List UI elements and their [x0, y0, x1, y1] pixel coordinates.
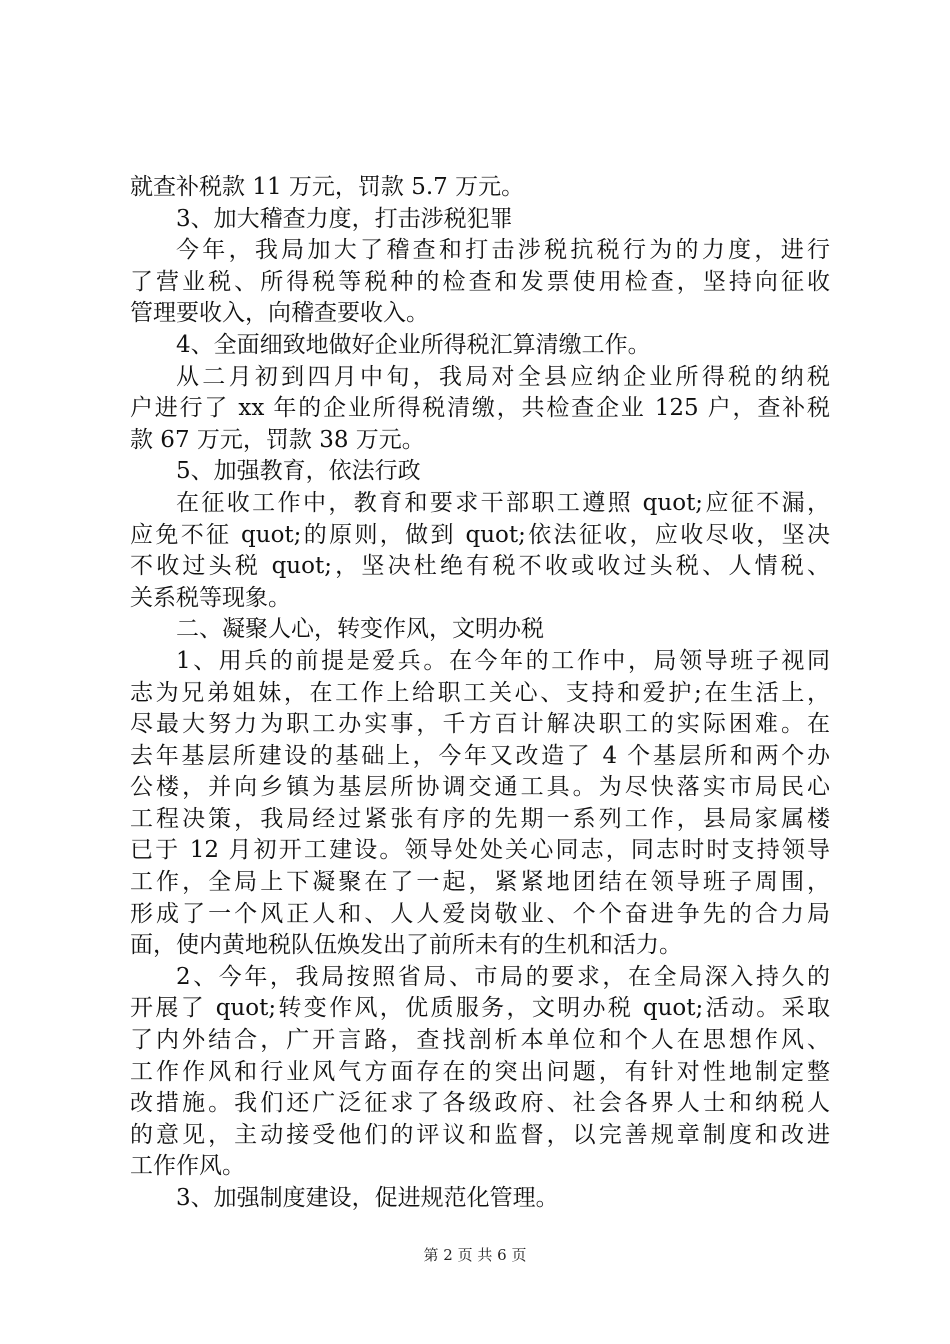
paragraph-first-line: 1、用兵的前提是爱兵。在今年的工作中，局领导班子视同 [176, 647, 830, 674]
paragraph-line: 工作，全局上下凝聚在了一起，紧紧地团结在领导班子周围， [130, 869, 830, 896]
paragraph-first-line: 在征收工作中，教育和要求干部职工遵照 quot;应征不漏， [176, 489, 830, 516]
paragraph-last-line: 就查补税款 11 万元，罚款 5.7 万元。 [130, 174, 525, 200]
document-body [130, 172, 830, 1215]
paragraph-first-line: 2、今年，我局按照省局、市局的要求，在全局深入持久的 [176, 963, 830, 990]
page-footer: 第 2 页 共 6 页 [423, 1246, 527, 1264]
section-heading: 二、凝聚人心，转变作风，文明办税 [176, 616, 544, 643]
paragraph-line: 形成了一个风正人和、人人爱岗敬业、个个奋进争先的合力局 [130, 900, 830, 927]
paragraph-line: 工作作风和行业风气方面存在的突出问题，有针对性地制定整 [130, 1058, 830, 1085]
paragraph-line: 户进行了 xx 年的企业所得税清缴，共检查企业 125 户，查补税 [130, 395, 830, 422]
paragraph-first-line: 今年，我局加大了稽查和打击涉税抗税行为的力度，进行 [176, 237, 830, 264]
paragraph-line: 改措施。我们还广泛征求了各级政府、社会各界人士和纳税人 [130, 1090, 830, 1117]
paragraph-line: 已于 12 月初开工建设。领导处处关心同志，同志时时支持领导 [130, 837, 830, 864]
paragraph-line: 的意见，主动接受他们的评议和监督，以完善规章制度和改进 [130, 1121, 830, 1148]
paragraph-last-line: 关系税等现象。 [130, 584, 291, 611]
paragraph-line: 工程决策，我局经过紧张有序的先期一系列工作，县局家属楼 [130, 805, 830, 832]
paragraph-line: 了内外结合，广开言路，查找剖析本单位和个人在思想作风、 [130, 1027, 830, 1054]
paragraph-last-line: 工作作风。 [130, 1153, 245, 1180]
paragraph-line: 尽最大努力为职工办实事，千方百计解决职工的实际困难。在 [130, 711, 830, 738]
paragraph-last-line: 面，使内黄地税队伍焕发出了前所未有的生机和活力。 [130, 932, 682, 959]
paragraph-line: 开展了 quot;转变作风，优质服务，文明办税 quot;活动。采取 [130, 995, 830, 1022]
paragraph-last-line: 管理要收入，向稽查要收入。 [130, 300, 429, 327]
paragraph-line: 志为兄弟姐妹，在工作上给职工关心、支持和爱护;在生活上， [130, 679, 830, 706]
section-heading: 4、全面细致地做好企业所得税汇算清缴工作。 [176, 331, 651, 358]
paragraph-last-line: 款 67 万元，罚款 38 万元。 [130, 426, 425, 453]
paragraph-line: 了营业税、所得税等税种的检查和发票使用检查，坚持向征收 [130, 268, 830, 295]
paragraph-line: 应免不征 quot;的原则，做到 quot;依法征收，应收尽收，坚决 [130, 521, 830, 548]
section-heading: 3、加大稽查力度，打击涉税犯罪 [176, 205, 513, 232]
section-heading: 3、加强制度建设，促进规范化管理。 [176, 1185, 559, 1211]
paragraph-first-line: 从二月初到四月中旬，我局对全县应纳企业所得税的纳税 [176, 363, 830, 390]
section-heading: 5、加强教育，依法行政 [176, 458, 421, 485]
paragraph-line: 去年基层所建设的基础上，今年又改造了 4 个基层所和两个办 [130, 742, 830, 769]
paragraph-line: 公楼，并向乡镇为基层所协调交通工具。为尽快落实市局民心 [130, 774, 830, 801]
paragraph-line: 不收过头税 quot;，坚决杜绝有税不收或收过头税、人情税、 [130, 553, 830, 580]
